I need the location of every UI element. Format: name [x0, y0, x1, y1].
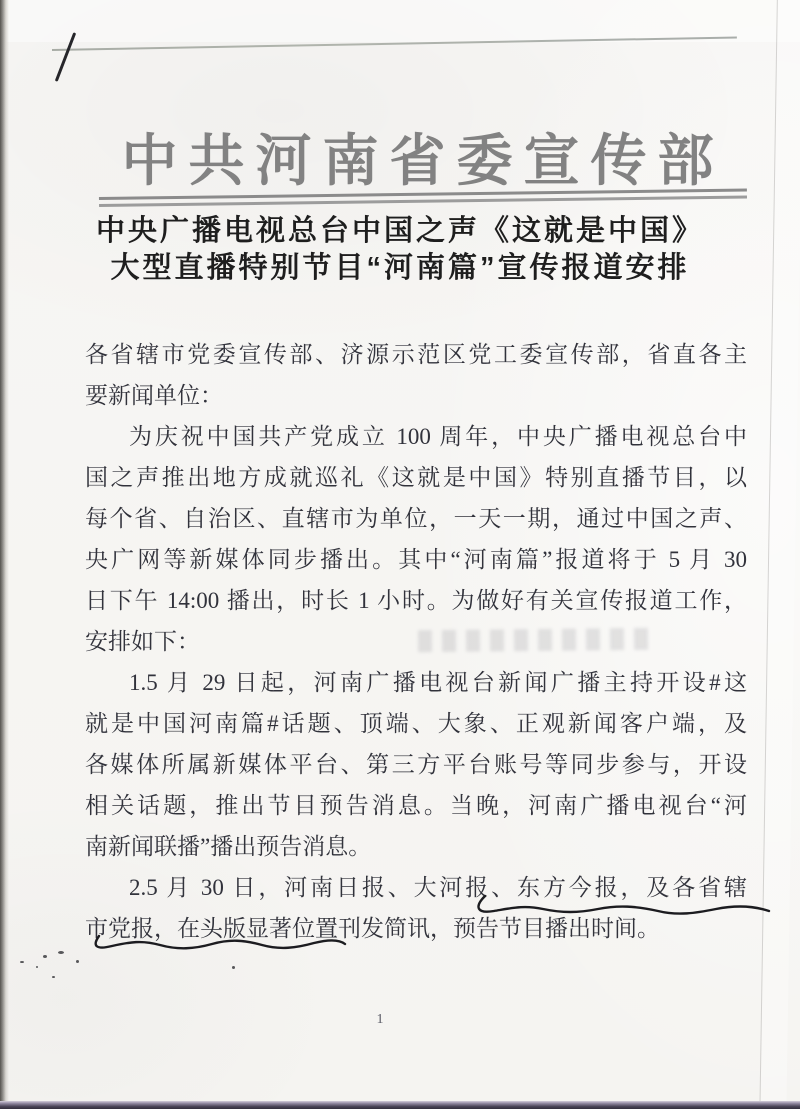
body-line: 央广网等新媒体同步播出。其中“河南篇”报道将于 5 月 30: [85, 547, 747, 572]
body-line: 各省辖市党委宣传部、济源示范区党工委宣传部，省直各主: [85, 342, 747, 367]
body-line: 南新闻联播”播出预告消息。: [85, 834, 372, 859]
body-line: 就是中国河南篇#话题、顶端、大象、正观新闻客户端，及: [85, 711, 747, 736]
scan-left-edge-shadow: [0, 0, 9, 1109]
document-body: [85, 334, 747, 949]
scan-top-highlight: [0, 0, 800, 42]
body-line: 相关话题，推出节目预告消息。当晚，河南广播电视台“河: [85, 793, 747, 818]
scan-bottom-edge-band: [0, 1101, 800, 1109]
body-line: 市党报，在头版显著位置刊发简讯，预告节目播出时间。: [85, 916, 660, 941]
body-line: 安排如下：: [85, 629, 200, 654]
body-line: 每个省、自治区、直辖市为单位，一天一期，通过中国之声、: [85, 506, 747, 531]
body-line: 国之声推出地方成就巡礼《这就是中国》特别直播节目，以: [85, 465, 747, 490]
body-line: 1.5 月 29 日起，河南广播电视台新闻广播主持开设#这: [129, 670, 747, 695]
ink-smudge-dot: [52, 976, 55, 978]
ink-smudge-dot: [232, 966, 235, 969]
ink-smudge-dot: [58, 951, 64, 954]
body-line: 日下午 14:00 播出，时长 1 小时。为做好有关宣传报道工作，: [85, 588, 747, 613]
body-line: 各媒体所属新媒体平台、第三方平台账号等同步参与，开设: [85, 752, 747, 777]
ink-smudge-dot: [20, 961, 24, 963]
ink-smudge-dot: [76, 960, 79, 963]
body-line: 要新闻单位：: [85, 383, 223, 408]
document-title-line2: 大型直播特别节目“河南篇”宣传报道安排: [110, 252, 690, 284]
letterhead-title: 中共河南省委宣传部: [121, 128, 725, 194]
body-line: 2.5 月 30 日，河南日报、大河报、东方今报，及各省辖: [129, 875, 747, 900]
page-number: 1: [376, 1012, 384, 1027]
ink-smudge-dot: [36, 966, 38, 968]
ink-smudge-dot: [43, 955, 47, 958]
paper-right-edge: [759, 0, 800, 1109]
document-title-line1: 中央广播电视总台中国之声《这就是中国》: [95, 215, 704, 247]
document-title: [0, 213, 800, 287]
body-line: 为庆祝中国共产党成立 100 周年，中央广播电视总台中: [129, 424, 747, 449]
